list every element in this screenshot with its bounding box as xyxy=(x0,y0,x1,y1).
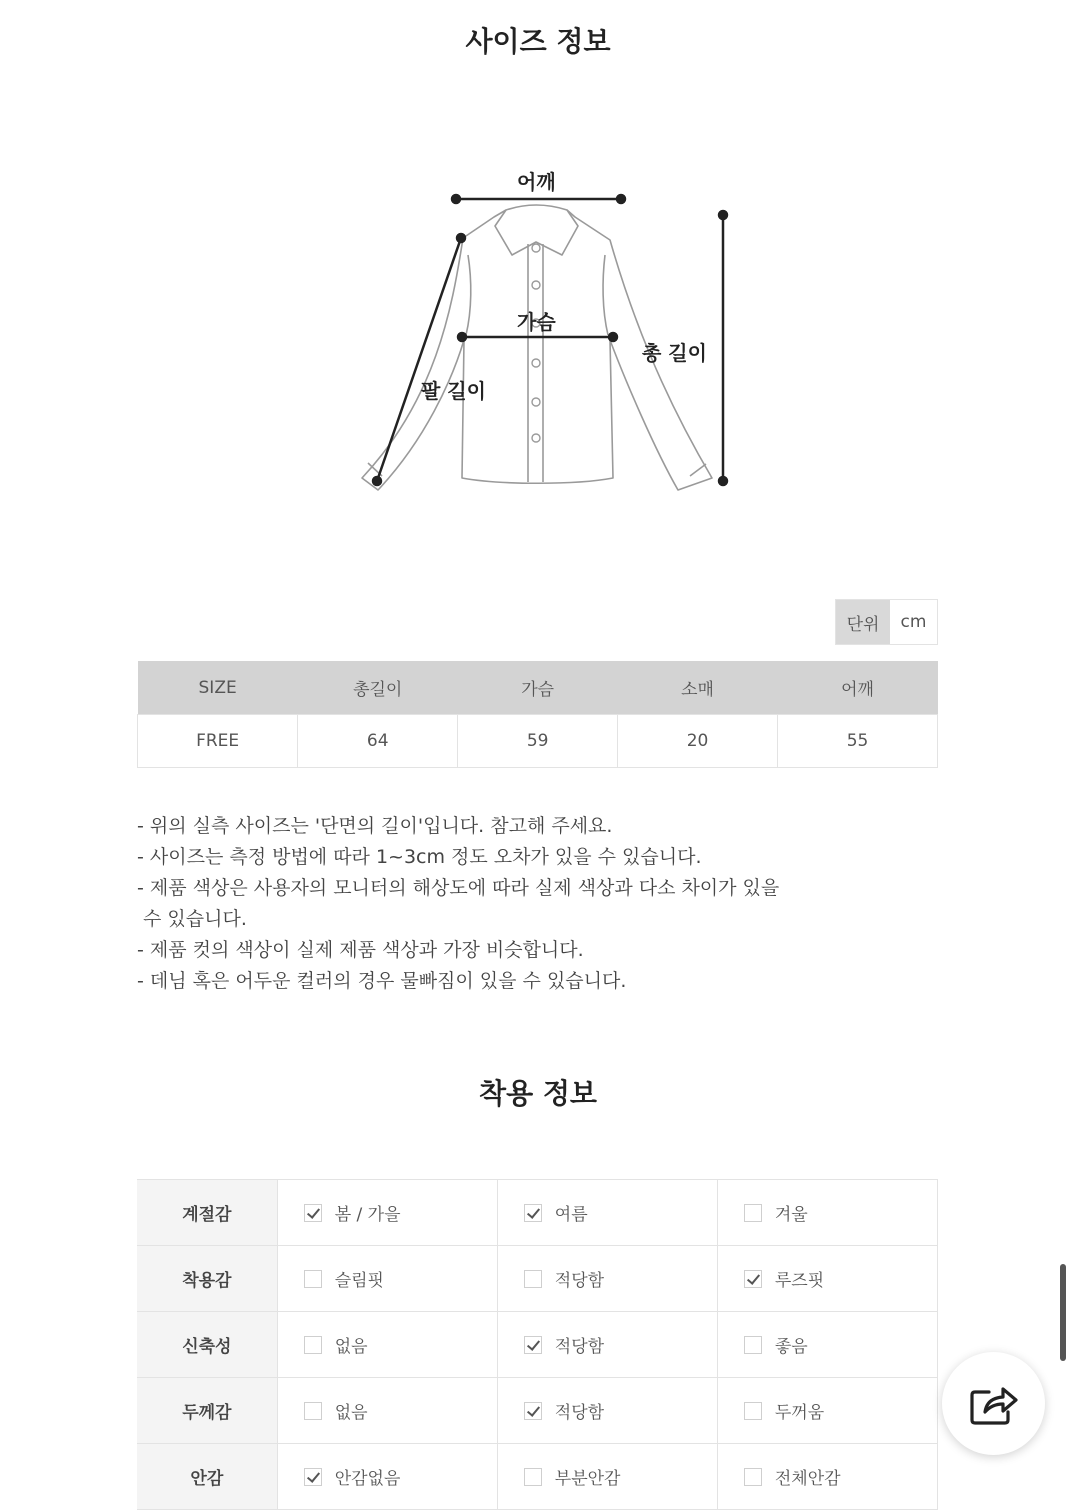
total-length-label: 총 길이 xyxy=(642,341,707,365)
size-table-header xyxy=(138,661,938,715)
scrollbar[interactable] xyxy=(1060,1264,1066,1361)
table-cell: 59 xyxy=(458,715,618,768)
wear-option-label: 적당함 xyxy=(554,1337,605,1357)
wear-option-label: 없음 xyxy=(334,1337,368,1357)
note-line: - 제품 색상은 사용자의 모니터의 해상도에 따라 실제 색상과 다소 차이가 있을 xyxy=(137,877,780,899)
checked-checkbox xyxy=(524,1204,542,1222)
wear-option-label: 봄 / 가을 xyxy=(334,1205,401,1225)
wear-option xyxy=(717,1246,937,1312)
wear-info-table xyxy=(137,1179,938,1510)
size-notes xyxy=(137,811,897,997)
wear-option xyxy=(497,1180,717,1246)
header-cell: 어깨 xyxy=(778,661,938,715)
wear-option-label: 루즈핏 xyxy=(774,1271,825,1291)
wear-option-label: 여름 xyxy=(554,1205,588,1225)
wear-row-label: 두께감 xyxy=(137,1378,277,1444)
unchecked-checkbox xyxy=(744,1336,762,1354)
wear-option-label: 좋음 xyxy=(774,1337,808,1357)
wear-info-title: 착용 정보 xyxy=(479,1077,597,1110)
unchecked-checkbox xyxy=(744,1402,762,1420)
wear-row xyxy=(137,1180,938,1246)
wear-row-label: 계절감 xyxy=(137,1180,277,1246)
wear-option-label: 안감없음 xyxy=(334,1469,401,1489)
sleeve-length-label: 팔 길이 xyxy=(421,379,486,403)
wear-option xyxy=(277,1246,497,1312)
unchecked-checkbox xyxy=(524,1270,542,1288)
header-cell: 소매 xyxy=(618,661,778,715)
wear-row-label: 착용감 xyxy=(137,1246,277,1312)
wear-option-label: 두꺼움 xyxy=(774,1403,825,1423)
header-cell: SIZE xyxy=(138,661,298,715)
unchecked-checkbox xyxy=(744,1204,762,1222)
unit-value: cm xyxy=(900,612,927,632)
wear-option-label: 적당함 xyxy=(554,1403,605,1423)
table-cell: FREE xyxy=(138,715,298,768)
wear-option-label: 겨울 xyxy=(774,1205,808,1225)
chest-label: 가슴 xyxy=(517,310,556,334)
wear-row xyxy=(137,1246,938,1312)
wear-option xyxy=(277,1378,497,1444)
wear-option-label: 없음 xyxy=(334,1403,368,1423)
note-line: 수 있습니다. xyxy=(137,908,247,930)
wear-row xyxy=(137,1312,938,1378)
wear-option xyxy=(277,1180,497,1246)
wear-option-label: 전체안감 xyxy=(774,1469,841,1489)
wear-option xyxy=(497,1246,717,1312)
checked-checkbox xyxy=(744,1270,762,1288)
unit-indicator xyxy=(835,599,938,645)
unit-label: 단위 xyxy=(836,600,890,644)
note-line: - 사이즈는 측정 방법에 따라 1~3cm 정도 오차가 있을 수 있습니다. xyxy=(137,846,702,868)
wear-row-label: 안감 xyxy=(137,1444,277,1510)
wear-option xyxy=(717,1180,937,1246)
size-diagram xyxy=(340,160,760,520)
unchecked-checkbox xyxy=(304,1402,322,1420)
size-table xyxy=(137,661,938,768)
note-line: - 제품 컷의 색상이 실제 제품 색상과 가장 비슷합니다. xyxy=(137,939,584,961)
wear-option xyxy=(277,1312,497,1378)
checked-checkbox xyxy=(304,1204,322,1222)
wear-row xyxy=(137,1378,938,1444)
checked-checkbox xyxy=(304,1468,322,1486)
unchecked-checkbox xyxy=(744,1468,762,1486)
table-cell: 55 xyxy=(778,715,938,768)
share-icon xyxy=(969,1382,1019,1426)
shoulder-label: 어깨 xyxy=(517,170,556,194)
share-button[interactable] xyxy=(942,1352,1045,1455)
table-cell: 20 xyxy=(618,715,778,768)
wear-option-label: 적당함 xyxy=(554,1271,605,1291)
unchecked-checkbox xyxy=(304,1336,322,1354)
note-line: - 위의 실측 사이즈는 '단면의 길이'입니다. 참고해 주세요. xyxy=(137,815,613,837)
wear-option xyxy=(717,1312,937,1378)
header-cell: 가슴 xyxy=(458,661,618,715)
note-line: - 데님 혹은 어두운 컬러의 경우 물빠짐이 있을 수 있습니다. xyxy=(137,970,627,992)
wear-option xyxy=(497,1378,717,1444)
unchecked-checkbox xyxy=(304,1270,322,1288)
table-row xyxy=(138,715,938,768)
wear-option-label: 부분안감 xyxy=(554,1469,621,1489)
checked-checkbox xyxy=(524,1336,542,1354)
size-info-title: 사이즈 정보 xyxy=(465,25,611,58)
wear-option xyxy=(497,1312,717,1378)
table-cell: 64 xyxy=(298,715,458,768)
wear-row-label: 신축성 xyxy=(137,1312,277,1378)
header-cell: 총길이 xyxy=(298,661,458,715)
checked-checkbox xyxy=(524,1402,542,1420)
wear-option xyxy=(717,1378,937,1444)
wear-option-label: 슬림핏 xyxy=(334,1271,384,1291)
unchecked-checkbox xyxy=(524,1468,542,1486)
